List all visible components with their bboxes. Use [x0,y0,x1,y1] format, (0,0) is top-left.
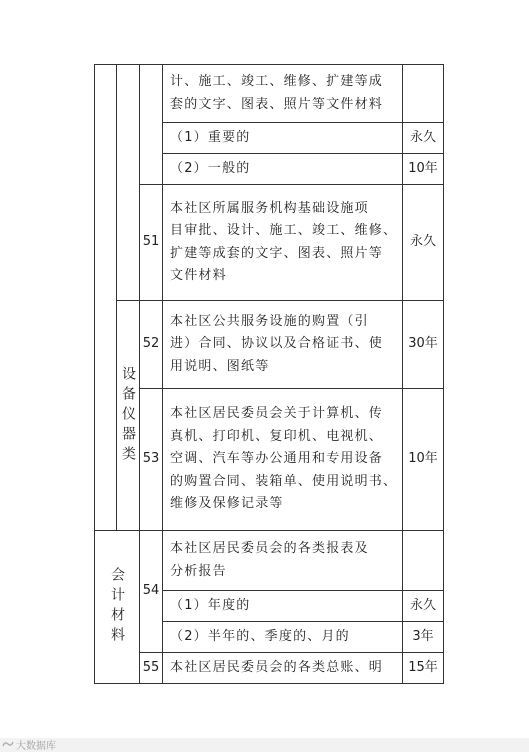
table-row [95,301,444,389]
watermark-logo-icon [2,740,14,750]
table-row [95,389,444,531]
item-number: 51 [140,185,163,301]
item-number: 52 [140,301,163,389]
table-row [95,65,444,123]
table-row [95,653,444,684]
item-description: 本社区公共服务设施的购置（引 进）合同、协议以及合格证书、使 用说明、图纸等 [163,301,403,389]
item-number [140,65,163,185]
retention-period: 30年 [403,301,444,389]
retention-period: 永久 [403,185,444,301]
table-row [95,185,444,301]
footer-bar [0,738,529,752]
item-description: （2）一般的 [163,154,403,185]
watermark [2,737,56,752]
retention-period: 永久 [403,591,444,622]
subcategory-cell [117,65,140,301]
item-description: 本社区居民委员会的各类报表及 分析报告 [163,531,403,591]
retention-period [403,531,444,591]
retention-period: 3年 [403,622,444,653]
item-number: 54 [140,531,163,653]
table-row [95,531,444,591]
retention-period: 10年 [403,154,444,185]
retention-period: 永久 [403,123,444,154]
item-description: 本社区居民委员会的各类总账、明 [163,653,403,684]
item-description: （1）年度的 [163,591,403,622]
item-number: 55 [140,653,163,684]
category-label-accounting: 会计材料 [109,567,125,647]
item-description: 本社区所属服务机构基础设施项 目审批、设计、施工、竣工、维修、 扩建等成套的文字、图表、照片等 文件材料 [163,185,403,301]
outer-category-cell [95,65,117,531]
category-label-equipment: 设备仪器类 [120,365,136,466]
subcategory-cell-equipment [117,301,140,531]
retention-period: 15年 [403,653,444,684]
retention-period [403,65,444,123]
item-description: 计、施工、竣工、维修、扩建等成 套的文字、图表、照片等文件材料 [163,65,403,123]
item-description: 本社区居民委员会关于计算机、传 真机、打印机、复印机、电视机、 空调、汽车等办公通用和专用设备 的购置合同、装箱单、使用说明书、 维修及保修记录等 [163,389,403,531]
item-description: （2）半年的、季度的、月的 [163,622,403,653]
archive-retention-table [94,64,444,684]
retention-period: 10年 [403,389,444,531]
item-description: （1）重要的 [163,123,403,154]
watermark-text: 大数据库 [16,741,56,752]
item-number: 53 [140,389,163,531]
category-cell-accounting [95,531,140,684]
